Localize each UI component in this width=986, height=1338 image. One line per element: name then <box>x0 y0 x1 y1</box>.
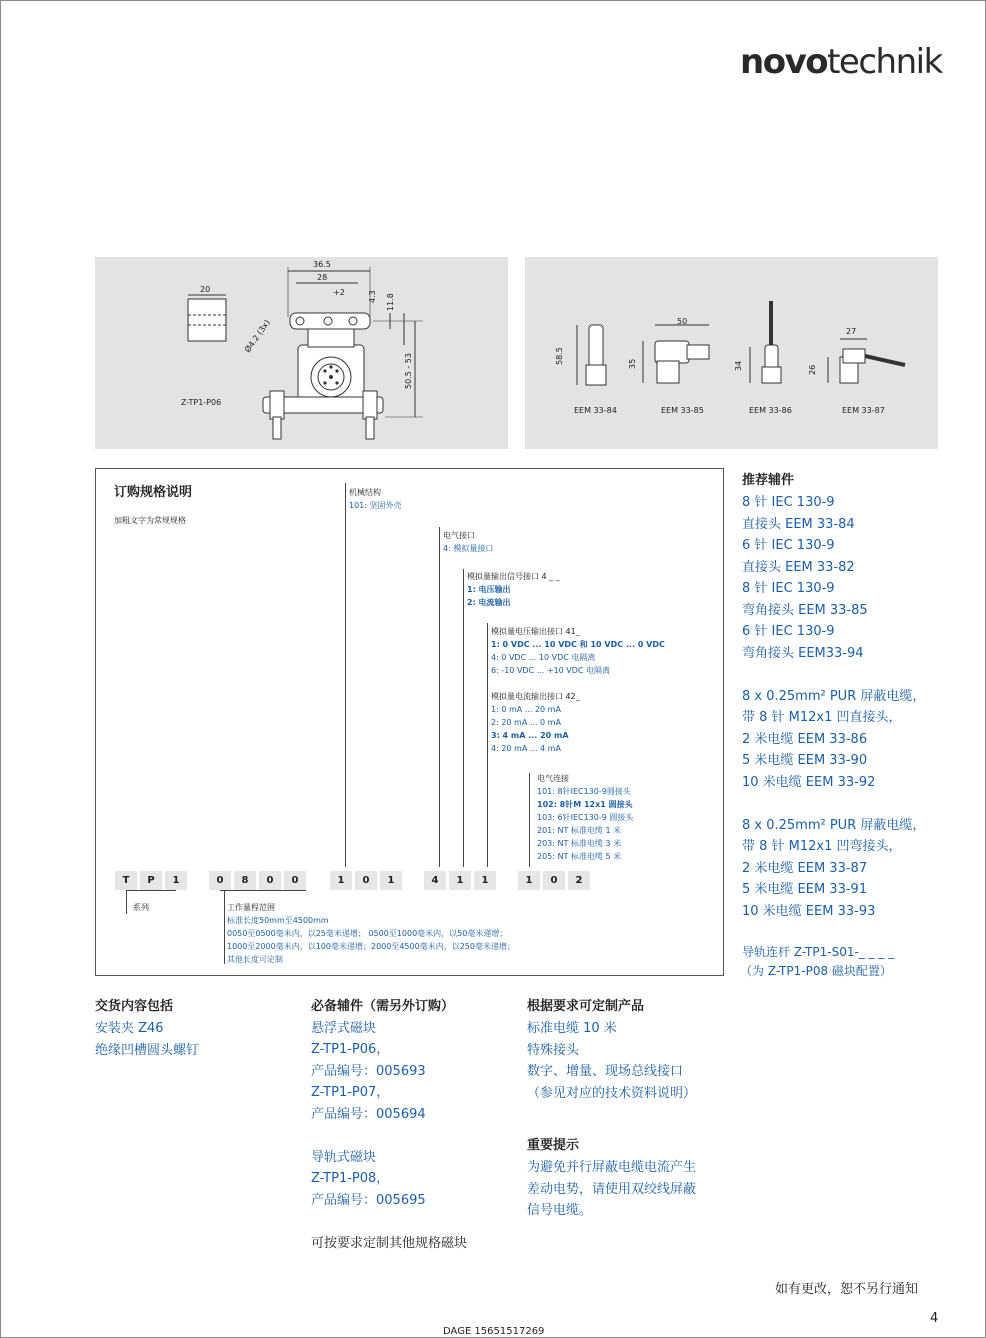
dim-plus-2: +2 <box>333 288 345 297</box>
rail-magnet-item: 产品编号：005695 <box>311 1193 426 1208</box>
voltage-l3: 6: -10 VDC ... +10 VDC 电隔离 <box>491 666 611 675</box>
accessory-item: 6 针 IEC 130-9 <box>742 538 835 553</box>
custom-item: 数字、增量、现场总线接口 <box>527 1064 684 1079</box>
code-cell: 0 <box>355 871 377 890</box>
page-number: 4 <box>930 1311 939 1326</box>
dim-26: 26 <box>808 364 817 375</box>
conn-l6: 205: NT 标准电缆 5 米 <box>537 852 622 861</box>
order-title: 订购规格说明 <box>114 485 193 500</box>
line-mech <box>345 483 346 867</box>
conn-l5: 203: NT 标准电缆 3 米 <box>537 839 622 848</box>
current-title: 模拟量电流输出接口 42_ <box>491 692 580 701</box>
current-l2: 2: 20 mA ... 0 mA <box>491 718 561 727</box>
notice-item: 信号电缆。 <box>527 1203 593 1218</box>
mech-title: 机械结构 <box>349 488 381 497</box>
range-l3: 1000至2000毫米内，以100毫米递增；2000至4500毫米内，以250毫米递增； <box>227 942 515 951</box>
elec-title: 电气接口 <box>443 531 475 540</box>
accessories-title: 推荐辅件 <box>742 473 795 488</box>
rail-rod-note: （为 Z-TP1-P08 磁块配置） <box>740 964 892 978</box>
range-l2: 0050至0500毫米内，以25毫米递增； 0500至1000毫米内，以50毫米递增； <box>227 929 508 938</box>
line-conn <box>529 773 530 867</box>
code-cell: P <box>140 871 162 890</box>
line-series <box>126 890 127 914</box>
connector-label-87: EEM 33-87 <box>842 406 885 415</box>
accessory-item: 8 针 IEC 130-9 <box>742 581 835 596</box>
accessory-item: 带 8 针 M12x1 凹直接头， <box>742 710 902 725</box>
dim-50: 50 <box>677 317 688 326</box>
connector-label-85: EEM 33-85 <box>661 406 704 415</box>
custom-item: 特殊接头 <box>527 1043 580 1058</box>
rail-magnet-item: Z-TP1-P08， <box>311 1171 390 1186</box>
order-note: 加粗文字为常规规格 <box>114 516 186 525</box>
delivery-item: 绝缘凹槽圆头螺钉 <box>95 1043 200 1058</box>
conn-l1: 101: 8针IEC130-9圆接头 <box>537 787 631 796</box>
code-cell: 1 <box>518 871 540 890</box>
analog-v2: 2: 电流输出 <box>467 598 511 607</box>
accessory-item: 10 米电缆 EEM 33-93 <box>742 904 876 919</box>
code-cell: 1 <box>330 871 352 890</box>
range-l4: 其他长度可定制 <box>227 955 283 964</box>
elec-value: 4: 模拟量接口 <box>443 544 494 553</box>
accessory-item: 2 米电缆 EEM 33-87 <box>742 861 868 876</box>
voltage-l1: 1: 0 VDC ... 10 VDC 和 10 VDC ... 0 VDC <box>491 640 665 649</box>
accessory-item: 直接头 EEM 33-82 <box>742 560 855 575</box>
dim-58-5: 58.5 <box>555 347 564 365</box>
analog-v1: 1: 电压输出 <box>467 585 511 594</box>
dim-27: 27 <box>846 327 857 336</box>
voltage-l2: 4: 0 VDC ... 10 VDC 电隔离 <box>491 653 596 662</box>
dim-34: 34 <box>734 360 743 371</box>
dim-36-5: 36.5 <box>313 260 331 269</box>
code-cell: 8 <box>234 871 256 890</box>
connector-drawings <box>525 257 938 449</box>
accessory-item: 弯角接头 EEM 33-85 <box>742 603 868 618</box>
change-notice: 如有更改，恕不另行通知 <box>775 1282 919 1297</box>
notice-item: 为避免并行屏蔽电缆电流产生 <box>527 1160 697 1175</box>
custom-item: （参见对应的技术资料说明） <box>527 1086 697 1101</box>
range-bracket <box>220 890 306 891</box>
code-cell: 1 <box>474 871 496 890</box>
brand-logo: novotechnik <box>740 42 942 82</box>
notice-title: 重要提示 <box>527 1138 580 1153</box>
code-cell: 0 <box>259 871 281 890</box>
accessory-item: 10 米电缆 EEM 33-92 <box>742 775 876 790</box>
accessory-item: 6 针 IEC 130-9 <box>742 624 835 639</box>
code-cell: 1 <box>449 871 471 890</box>
code-cell: 4 <box>424 871 446 890</box>
current-l4: 4: 20 mA ... 4 mA <box>491 744 561 753</box>
code-cell: 1 <box>380 871 402 890</box>
current-l3: 3: 4 mA ... 20 mA <box>491 731 569 740</box>
required-item: Z-TP1-P06， <box>311 1042 390 1057</box>
delivery-title: 交货内容包括 <box>95 999 174 1014</box>
dim-11-8: 11.8 <box>386 293 395 311</box>
required-footer: 可按要求定制其他规格磁块 <box>311 1236 468 1251</box>
contact-stamp: DAGE 15651517269 <box>443 1326 545 1337</box>
accessory-item: 带 8 针 M12x1 凹弯接头， <box>742 839 902 854</box>
code-cell: 1 <box>165 871 187 890</box>
required-item: 产品编号：005693 <box>311 1064 426 1079</box>
required-title: 必备辅件（需另外订购） <box>311 999 455 1014</box>
series-label: 系列 <box>133 903 149 912</box>
current-l1: 1: 0 mA ... 20 mA <box>491 705 561 714</box>
connector-label-84: EEM 33-84 <box>574 406 617 415</box>
code-cell: 2 <box>568 871 590 890</box>
conn-l4: 201: NT 标准电缆 1 米 <box>537 826 622 835</box>
dim-35: 35 <box>628 358 637 369</box>
accessory-item: 5 米电缆 EEM 33-90 <box>742 753 868 768</box>
accessory-item: 8 x 0.25mm² PUR 屏蔽电缆， <box>742 689 926 704</box>
code-cell: 0 <box>209 871 231 890</box>
connector-drawing-panel <box>525 257 938 449</box>
range-l1: 标准长度50mm至4500mm <box>227 916 329 925</box>
dim-4-3: 4.3 <box>368 290 377 303</box>
required-item: 悬浮式磁块 <box>311 1021 377 1036</box>
code-cell: T <box>115 871 137 890</box>
conn-title: 电气连接 <box>537 774 569 783</box>
accessory-item: 2 米电缆 EEM 33-86 <box>742 732 868 747</box>
accessory-item: 5 米电缆 EEM 33-91 <box>742 882 868 897</box>
mounting-drawing-panel <box>95 257 508 449</box>
line-elec <box>439 527 440 867</box>
rail-rod: 导轨连杆 Z-TP1-S01-_ _ _ _ <box>742 945 895 959</box>
required-item: Z-TP1-P07， <box>311 1085 390 1100</box>
figure-caption: Z-TP1-P06 <box>181 398 222 407</box>
line-range <box>224 890 225 964</box>
mech-value: 101: 坚固外壳 <box>349 501 402 510</box>
accessory-item: 直接头 EEM 33-84 <box>742 517 855 532</box>
accessory-item: 8 x 0.25mm² PUR 屏蔽电缆， <box>742 818 926 833</box>
voltage-title: 模拟量电压输出接口 41_ <box>491 627 580 636</box>
dim-20: 20 <box>200 285 211 294</box>
code-cell: 0 <box>284 871 306 890</box>
dim-28: 28 <box>317 273 328 282</box>
analog-title: 模拟量输出信号接口 4 _ _ <box>467 572 560 581</box>
series-bracket <box>126 890 176 891</box>
custom-title: 根据要求可定制产品 <box>527 999 645 1014</box>
required-item: 产品编号：005694 <box>311 1107 426 1122</box>
line-analog <box>463 569 464 867</box>
accessory-item: 8 针 IEC 130-9 <box>742 495 835 510</box>
delivery-item: 安装夹 Z46 <box>95 1021 164 1036</box>
accessory-item: 弯角接头 EEM33-94 <box>742 646 864 661</box>
connector-label-86: EEM 33-86 <box>749 406 792 415</box>
conn-l2: 102: 8针M 12x1 圆接头 <box>537 800 633 809</box>
dim-50-5: 50.5 - 53 <box>404 353 413 389</box>
order-spec-box <box>95 468 724 976</box>
rail-magnet-item: 导轨式磁块 <box>311 1150 377 1165</box>
code-cell: 0 <box>543 871 565 890</box>
conn-l3: 103: 6针IEC130-9 圆接头 <box>537 813 634 822</box>
range-title: 工作量程范围 <box>227 903 275 912</box>
magnet-drawing <box>95 257 508 449</box>
line-subtype <box>487 623 488 867</box>
custom-item: 标准电缆 10 米 <box>527 1021 617 1036</box>
dim-hole: Ø4.2 (3x) <box>243 318 272 355</box>
notice-item: 差动电势，请使用双绞线屏蔽 <box>527 1182 697 1197</box>
